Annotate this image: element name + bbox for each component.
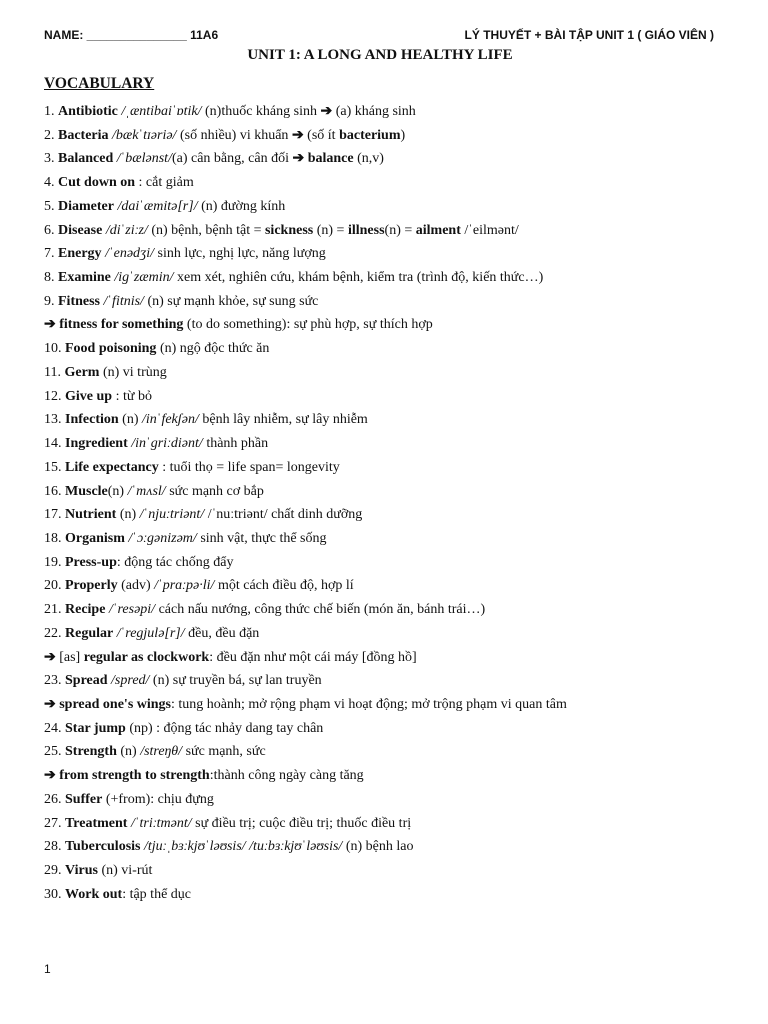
vocab-term: regular as clockwork (83, 649, 210, 665)
vocab-entry (44, 480, 744, 504)
pronunciation: /inˈfekʃən/ (142, 412, 199, 428)
pronunciation: /spred/ (111, 673, 150, 689)
vocab-entry (44, 100, 744, 124)
vocab-term: Germ (64, 364, 100, 380)
vocab-text: 19. (44, 554, 65, 570)
vocab-text: (+from): chịu đựng (102, 791, 214, 807)
vocab-text: (n) bệnh, bệnh tật = (147, 222, 265, 238)
vocab-text: (n,v) (353, 151, 384, 167)
vocab-text: 10. (44, 341, 65, 357)
vocab-entry (44, 764, 744, 788)
vocab-term: Antibiotic (58, 104, 118, 119)
pronunciation: /ˈfitnis/ (103, 293, 144, 309)
vocab-entry (44, 717, 744, 741)
pronunciation: /ˈbælənst/ (116, 151, 172, 167)
vocab-term: ailment (415, 222, 461, 238)
vocab-text: (n) = (313, 222, 348, 238)
vocab-text: (np) : động tác nhảy dang tay chân (125, 720, 324, 736)
vocab-term: from strength to strength (59, 768, 210, 784)
vocab-text: 28. (44, 839, 65, 855)
page-header (44, 28, 714, 44)
vocab-text: :thành công ngày càng tăng (209, 768, 364, 784)
vocab-text: 11. (44, 364, 65, 380)
vocab-entry (44, 740, 744, 764)
vocab-text: (adv) (117, 578, 155, 594)
pronunciation: /ˈregjulə[r]/ (116, 625, 185, 641)
vocab-term: Tuberculosis (65, 839, 141, 855)
vocab-entry (44, 574, 744, 598)
vocab-text: (to do something): sự phù hợp, sự thích hợp (183, 317, 433, 333)
vocab-term: Properly (65, 578, 118, 594)
vocab-entry (44, 835, 744, 859)
vocab-text: ) (400, 127, 406, 143)
vocab-text: 24. (44, 720, 65, 736)
vocab-term: Ingredient (65, 436, 128, 452)
vocab-term: Treatment (65, 815, 128, 831)
vocab-text: cách nấu nướng, công thức chế biến (món ăn, bánh trái…) (155, 602, 486, 618)
vocab-entry (44, 432, 744, 456)
vocab-term: Balanced (58, 151, 114, 167)
vocabulary-list (44, 100, 744, 906)
vocab-text: (n) vi-rút (97, 863, 153, 878)
pronunciation: /ˈprɑːpə·li/ (154, 578, 215, 594)
arrow-icon: ➔ (291, 127, 304, 143)
vocab-text: sức mạnh cơ bắp (165, 483, 264, 499)
vocab-text: 2. (44, 127, 58, 143)
vocab-term: fitness for something (59, 317, 184, 333)
vocab-text: sinh lực, nghị lực, năng lượng (154, 246, 326, 262)
vocab-text: một cách điều độ, hợp lí (214, 578, 354, 594)
vocab-term: Muscle (65, 483, 108, 499)
vocab-text: [as] (55, 649, 84, 665)
vocab-text: 27. (44, 815, 65, 831)
vocab-term: Organism (65, 530, 125, 546)
vocab-text: : tuổi thọ = life span= longevity (158, 459, 340, 475)
vocab-text: 4. (44, 175, 58, 191)
name-class-label: NAME: _______________ 11A6 (44, 28, 219, 42)
arrow-icon: ➔ (44, 696, 56, 712)
vocab-text: : cắt giảm (135, 175, 194, 191)
vocab-text: (a) kháng sinh (332, 104, 416, 119)
vocab-text: 14. (44, 436, 65, 452)
vocab-term: Work out (65, 886, 123, 902)
vocab-text: (n) sự mạnh khỏe, sự sung sức (143, 293, 319, 309)
vocab-entry (44, 788, 744, 812)
pronunciation: /daiˈæmitə[r]/ (117, 198, 198, 214)
vocab-text: (a) cân bằng, cân đối (171, 151, 293, 167)
vocab-text: (số ít (303, 127, 340, 143)
vocab-term: Disease (58, 222, 103, 238)
vocab-text: (n) đường kính (197, 198, 286, 214)
vocab-entry (44, 266, 744, 290)
vocab-entry (44, 622, 744, 646)
vocab-text: (số nhiều) vi khuẩn (176, 127, 292, 143)
vocab-term: Bacteria (58, 127, 109, 143)
pronunciation: /ˈenədʒi/ (105, 246, 155, 262)
vocab-entry (44, 147, 744, 171)
vocab-text: (n) (118, 412, 142, 428)
pronunciation: /tuːbɜːkjʊˈləʊsis/ (249, 839, 343, 855)
vocab-text: 25. (44, 744, 65, 760)
pronunciation: /ˈɔːgənizəm/ (128, 530, 197, 546)
vocab-term: Nutrient (65, 507, 117, 523)
vocab-text: /ˈnuːtriənt/ chất dinh dưỡng (204, 507, 363, 523)
vocab-term: Cut down on (58, 175, 136, 191)
vocab-text: 16. (44, 483, 65, 499)
vocab-text: 12. (44, 388, 65, 404)
pronunciation: /bækˈtɪəriə/ (112, 127, 177, 143)
vocab-term: balance (307, 151, 354, 167)
vocab-text: 30. (44, 886, 65, 902)
vocab-entry (44, 290, 744, 314)
pronunciation: /igˈzæmin/ (114, 270, 174, 286)
pronunciation: /ˈmʌsl/ (127, 483, 166, 499)
vocab-text: thành phần (202, 436, 269, 452)
vocab-text: 17. (44, 507, 65, 523)
page-number: 1 (44, 962, 51, 976)
vocab-term: Energy (58, 246, 102, 262)
vocab-entry (44, 171, 744, 195)
vocab-term: bacterium (339, 127, 401, 143)
vocab-term: Fitness (58, 293, 100, 309)
vocab-term: Regular (65, 625, 114, 641)
vocab-entry (44, 551, 744, 575)
vocab-text: 22. (44, 625, 65, 641)
pronunciation: /diˈziːz/ (105, 222, 148, 238)
vocab-text: (n) = (384, 222, 416, 238)
vocab-entry (44, 456, 744, 480)
vocab-text: : từ bỏ (112, 388, 152, 404)
vocab-text: 8. (44, 270, 58, 286)
vocab-text: : đều đặn như một cái máy [đồng hồ] (209, 649, 417, 665)
vocab-term: illness (347, 222, 385, 238)
vocab-entry (44, 195, 744, 219)
vocab-entry (44, 408, 744, 432)
vocab-entry (44, 385, 744, 409)
vocab-term: Recipe (65, 602, 106, 618)
vocab-term: Life expectancy (65, 459, 159, 475)
vocab-text: 26. (44, 791, 65, 807)
vocab-text: 15. (44, 459, 65, 475)
pronunciation: /ˈresəpi/ (108, 602, 156, 618)
section-heading: VOCABULARY (44, 75, 155, 92)
vocab-entry (44, 598, 744, 622)
pronunciation: /ˈnjuːtriənt/ (139, 507, 205, 523)
vocab-term: Spread (65, 673, 108, 689)
arrow-icon: ➔ (292, 151, 305, 167)
vocab-entry (44, 646, 744, 670)
document-type-label: LÝ THUYẾT + BÀI TẬP UNIT 1 ( GIÁO VIÊN ) (464, 28, 714, 42)
vocab-text: đều, đều đặn (184, 625, 260, 641)
vocab-term: Diameter (58, 198, 114, 214)
pronunciation: /streŋθ/ (140, 744, 183, 760)
vocab-text: sinh vật, thực thể sống (196, 530, 327, 546)
vocab-text: (n)thuốc kháng sinh (201, 104, 321, 119)
vocab-text: sự điều trị; cuộc điều trị; thuốc điều trị (191, 815, 412, 831)
vocab-text: (n) bệnh lao (342, 839, 414, 855)
vocab-text: /ˈeilmənt/ (460, 222, 519, 238)
vocab-text: (n) sự truyền bá, sự lan truyền (149, 673, 322, 689)
vocab-text: 7. (44, 246, 58, 262)
vocab-text: bệnh lây nhiễm, sự lây nhiễm (198, 412, 368, 428)
vocab-text: (n) ngộ độc thức ăn (156, 341, 270, 357)
vocab-term: Examine (58, 270, 111, 286)
vocab-text: (n) (116, 744, 141, 760)
pronunciation: /tjuːˌbɜːkjʊˈləʊsis/ (143, 839, 246, 855)
vocab-term: spread one's wings (59, 696, 172, 712)
vocab-term: Press-up (65, 554, 117, 570)
vocab-entry (44, 361, 744, 385)
arrow-icon: ➔ (320, 104, 333, 119)
vocab-term: Star jump (65, 720, 126, 736)
vocab-text: (n) vi trùng (99, 364, 167, 380)
vocab-term: Food poisoning (65, 341, 157, 357)
vocab-text: 13. (44, 412, 65, 428)
vocab-text: 5. (44, 198, 58, 214)
pronunciation: /ˈtriːtmənt/ (130, 815, 192, 831)
vocab-term: Suffer (65, 791, 103, 807)
vocab-entry (44, 337, 744, 361)
vocab-text: : động tác chống đẩy (116, 554, 234, 570)
vocab-text: 3. (44, 151, 58, 167)
vocab-term: Infection (65, 412, 119, 428)
vocab-term: Give up (65, 388, 113, 404)
vocab-text: 18. (44, 530, 65, 546)
vocab-text: : tung hoành; mở rộng phạm vi hoạt động; mở trộng phạm vi quan tâm (171, 696, 567, 712)
vocab-text: (n) (116, 507, 140, 523)
vocab-entry (44, 669, 744, 693)
vocab-entry (44, 527, 744, 551)
vocab-entry (44, 503, 744, 527)
vocab-text: 6. (44, 222, 58, 238)
arrow-icon: ➔ (44, 317, 56, 333)
arrow-icon: ➔ (44, 649, 56, 665)
vocab-entry (44, 242, 744, 266)
vocab-term: Virus (65, 863, 98, 878)
pronunciation: /ˌæntibaiˈɒtik/ (121, 104, 202, 119)
vocab-entry (44, 219, 744, 243)
vocab-entry (44, 693, 744, 717)
vocab-term: Strength (65, 744, 117, 760)
vocab-text: 29. (44, 863, 65, 878)
vocab-entry (44, 124, 744, 148)
page-title: UNIT 1: A LONG AND HEALTHY LIFE (247, 47, 513, 63)
vocab-entry (44, 313, 744, 337)
vocab-text: sức mạnh, sức (182, 744, 266, 760)
vocab-entry (44, 859, 744, 883)
vocab-text: : tập thể dục (122, 886, 191, 902)
vocab-text: 20. (44, 578, 65, 594)
arrow-icon: ➔ (44, 768, 56, 784)
vocab-text: 21. (44, 602, 65, 618)
vocab-entry (44, 812, 744, 836)
vocab-text: 9. (44, 293, 58, 309)
vocab-text: xem xét, nghiên cứu, khám bệnh, kiểm tra (trình độ, kiến thức…) (173, 270, 544, 286)
vocab-text: 23. (44, 673, 65, 689)
vocab-term: sickness (264, 222, 314, 238)
vocab-text: 1. (44, 104, 58, 119)
vocab-entry (44, 883, 744, 907)
vocab-text: (n) (107, 483, 128, 499)
pronunciation: /inˈgriːdiənt/ (131, 436, 203, 452)
